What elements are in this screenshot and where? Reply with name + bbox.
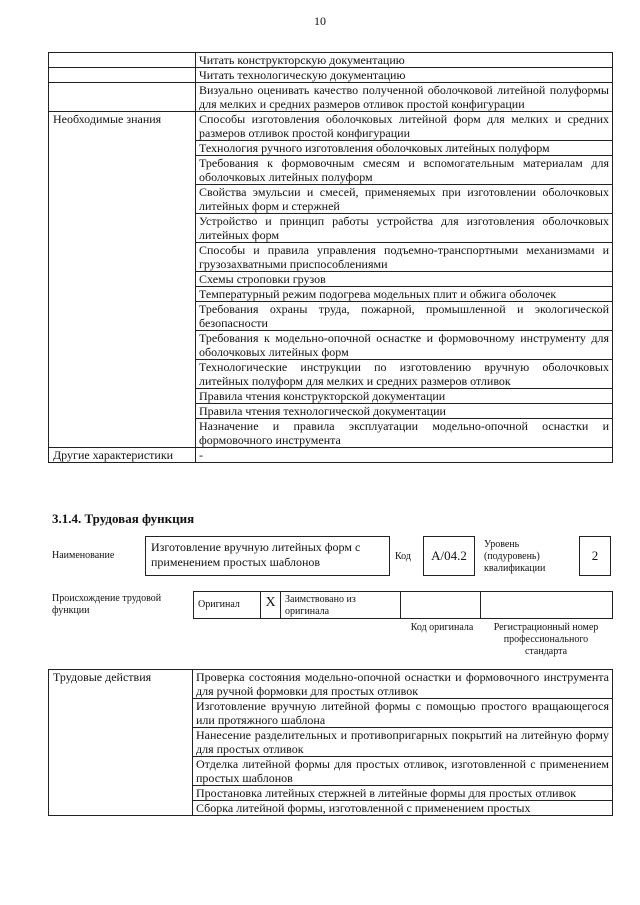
table-cell: Нанесение разделительных и противопригарных покрытий на литейную форму для простых отливок [193, 728, 613, 757]
table-row [49, 83, 613, 112]
origin-label: Происхождение трудовой функции [52, 593, 162, 616]
table-row [49, 448, 613, 463]
table-cell: Требования к формовочным смесям и вспомогательным материалам для оболочковых литейных полуформ [196, 156, 613, 185]
table-row [49, 670, 613, 699]
table-cell: Свойства эмульсии и смесей, применяемых при изготовлении оболочковых литейных форм и стержней [196, 185, 613, 214]
reg-number-cell [481, 591, 613, 619]
table-cell: Устройство и принцип работы устройства для изготовления оболочковых литейных форм [196, 214, 613, 243]
table-cell [49, 53, 196, 68]
knowledge-label: Необходимые знания [49, 112, 196, 448]
code-label: Код [395, 551, 411, 562]
actions-table [48, 669, 613, 816]
original-mark: X [261, 591, 281, 619]
table-cell: Изготовление вручную литейной формы с помощью простого вращающегося или протяжного шаблона [193, 699, 613, 728]
table-cell: Требования охраны труда, пожарной, промышленной и экологической безопасности [196, 302, 613, 331]
table-cell: Схемы строповки грузов [196, 272, 613, 287]
table-cell: Простановка литейных стержней в литейные формы для простых отливок [193, 786, 613, 801]
level-label: Уровень (подуровень) квалификации [484, 539, 546, 574]
table-cell: Визуально оценивать качество полученной оболочковой литейной полуформы для мелких и средних размеров отливок простой конфигурации [196, 83, 613, 112]
table-cell: Требования к модельно-опочной оснастке и формовочному инструменту для оболочковых литейных форм [196, 331, 613, 360]
name-label: Наименование [52, 550, 115, 561]
table-cell [49, 68, 196, 83]
code-box: A/04.2 [423, 536, 475, 576]
table-row [49, 68, 613, 83]
function-name-box: Изготовление вручную литейных форм с применением простых шаблонов [145, 536, 390, 576]
knowledge-table [48, 52, 613, 463]
table-cell: Правила чтения конструкторской документации [196, 389, 613, 404]
original-label: Оригинал [193, 591, 261, 619]
origin-row [193, 591, 613, 619]
other-characteristics-value: - [196, 448, 613, 463]
other-characteristics-label: Другие характеристики [49, 448, 196, 463]
table-cell: Проверка состояния модельно-опочной оснастки и формовочного инструмента для ручной формовки для простых отливок [193, 670, 613, 699]
code-original-cell [401, 591, 481, 619]
code-original-label: Код оригинала [410, 622, 474, 633]
table-cell: Читать конструкторскую документацию [196, 53, 613, 68]
table-cell: Назначение и правила эксплуатации модельно-опочной оснастки и формовочного инструмента [196, 419, 613, 448]
actions-label: Трудовые действия [49, 670, 193, 816]
table-cell: Способы и правила управления подъемно-транспортными механизмами и грузозахватными приспособлениями [196, 243, 613, 272]
table-cell: Отделка литейной формы для простых отливок, изготовленной с применением простых шаблонов [193, 757, 613, 786]
borrowed-label: Заимствовано из оригинала [281, 591, 401, 619]
table-cell [49, 83, 196, 112]
table-cell: Сборка литейной формы, изготовленной с применением простых [193, 801, 613, 816]
table-cell: Способы изготовления оболочковых литейной форм для мелких и средних размеров отливок простой конфигурации [196, 112, 613, 141]
table-cell: Читать технологическую документацию [196, 68, 613, 83]
table-row [49, 53, 613, 68]
reg-number-label: Регистрационный номер профессионального стандарта [493, 622, 599, 657]
table-cell: Температурный режим подогрева модельных плит и обжига оболочек [196, 287, 613, 302]
page-number: 10 [314, 14, 326, 28]
table-cell: Технологические инструкции по изготовлению вручную оболочковых литейных полуформ для мелких и средних размеров отливок [196, 360, 613, 389]
section-title: 3.1.4. Трудовая функция [52, 511, 195, 526]
table-row [49, 112, 613, 141]
level-box: 2 [579, 536, 611, 576]
table-cell: Правила чтения технологической документации [196, 404, 613, 419]
table-cell: Технология ручного изготовления оболочковых литейных полуформ [196, 141, 613, 156]
